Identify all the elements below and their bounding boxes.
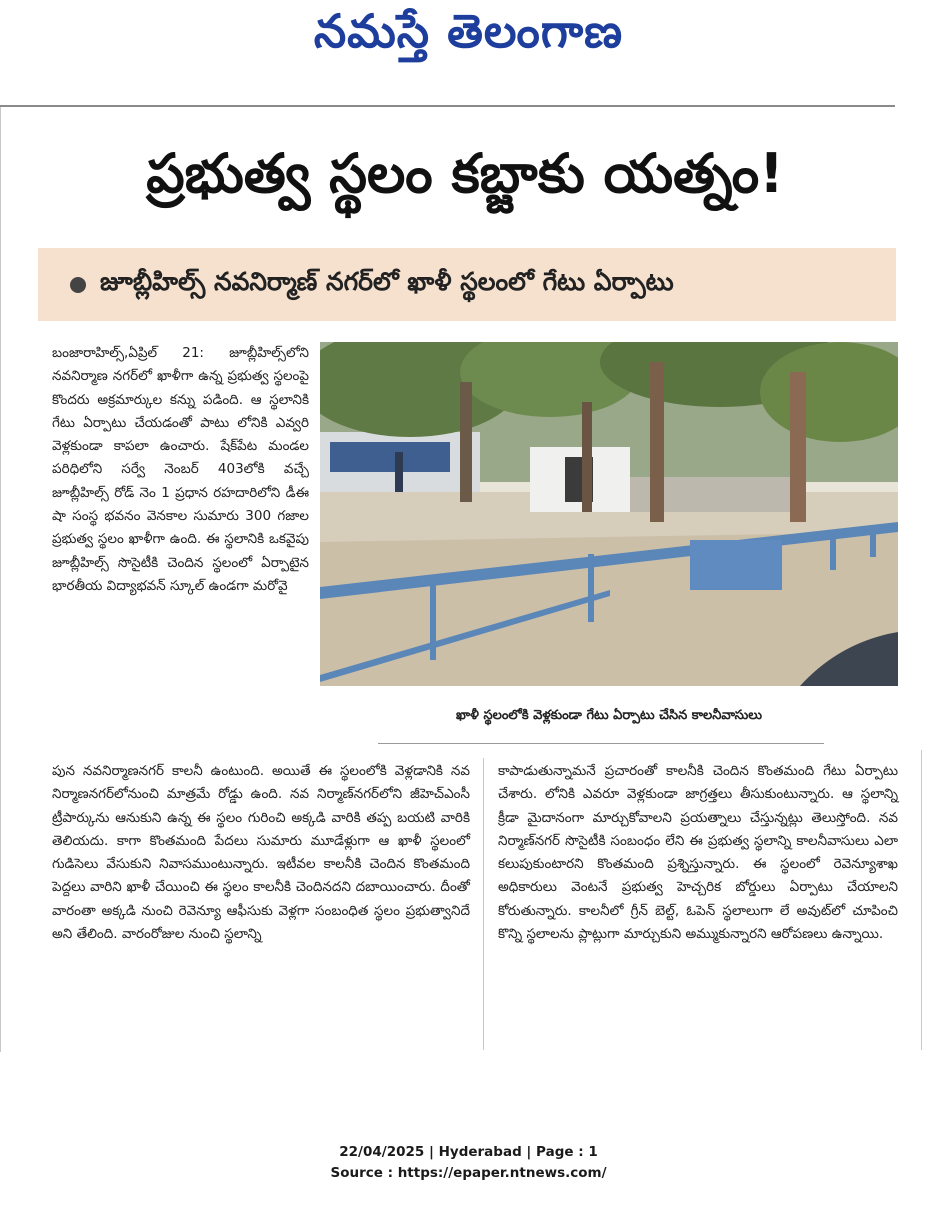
footer-date-line: 22/04/2025 | Hyderabad | Page : 1 [339,1144,598,1160]
masthead [0,0,937,80]
bullet-icon [70,277,86,293]
article-column-b: పున నవనిర్మాణనగర్ కాలనీ ఉంటుంది. అయితే ఈ స్థలంలోకి వెళ్లడానికి నవ నిర్మాణనగర్‌లోనుంచి మాత్రమే రోడ్డు ఉంది. నవ నిర్మాణ్‌నగర్‌లోని జీహెచ్‌ఎంసీ ట్రీపార్కును ఆనుకుని ఉన్న ఈ స్థలం గురించి అక్కడి వారికి తప్ప బయటి వారికి తెలియదు. కాగా కొంతమంది పేదలు సుమారు మూడేళ్లుగా ఆ ఖాళీ స్థలంలో గుడిసెలు వేసుకుని నివాసముంటున్నారు. ఇటీవల కాలనీకి చెందిన కొంతమంది పెద్దలు వారిని ఖాళీ చేయించి ఈ స్థలం కాలనీకి చెందినదని దబాయించారు. దీంతో వారంతా అక్కడి నుంచి రెవెన్యూ ఆఫీసుకు వెళ్లగా సంబంధిత స్థలం ప్రభుత్వానిదే అని తేలింది. వారంరోజుల నుంచి స్థలాన్ని [52,763,470,943]
article-column-a: బంజారాహిల్స్,ఏప్రిల్ 21: జూబ్లీహిల్స్‌లోని నవనిర్మాణ నగర్‌లో ఖాళీగా ఉన్న ప్రభుత్వ స్థలంపై కొందరు అక్రమార్కుల కన్ను పడింది. ఆ స్థలానికి గేటు ఏర్పాటు చేయడంతో పాటు లోనికి ఎవ్వరి వెళ్లకుండా కాపలా ఉంచారు. షేక్‌పేట మండల పరిధిలోని సర్వే నెంబర్ 403లోకి వచ్చే జూబ్లీహిల్స్ రోడ్ నెం 1 ప్రధాన రహదారిలోని డీఈ షా సంస్థ భవనం వెనకాల సుమారు 300 గజాల ప్రభుత్వ స్థలం ఖాళీగా ఉంది. ఈ స్థలానికి ఒకవైపు జూబ్లీహిల్స్ సొసైటీకి చెందిన స్థలంలో ఏర్పాటైన భారతీయ విద్యాభవన్ స్కూల్ ఉండగా మరోవై [52,345,309,594]
article-frame-left [0,107,1,1052]
photo-gate-illustration [320,342,898,686]
article-subhead [38,248,896,321]
article-headline: ప్రభుత్వ స్థలం కబ్జాకు యత్నం! [146,142,784,205]
photo-caption: ఖాళీ స్థలంలోకి వెళ్లకుండా గేటు ఏర్పాటు చేసిన కాలనీవాసులు [456,708,762,723]
footer-source-line: Source : https://epaper.ntnews.com/ [330,1165,607,1181]
masthead-logo: నమస్తే తెలంగాణ [313,4,624,58]
subhead-text: జూబ్లీహిల్స్ నవనిర్మాణ్ నగర్‌లో ఖాళీ స్థలంలో గేటు ఏర్పాటు [100,266,674,296]
masthead-divider [0,105,895,107]
page-footer [0,1142,937,1184]
column-divider [483,758,484,1050]
article-photo [320,342,898,686]
article-frame-right [921,750,922,1050]
article-column-c: కాపాడుతున్నామనే ప్రచారంతో కాలనీకి చెందిన కొంతమంది గేటు ఏర్పాటు చేశారు. లోనికి ఎవరూ వెళ్లకుండా జాగ్రత్తలు తీసుకుంటున్నారు. ఆ స్థలాన్ని క్రీడా మైదానంగా మార్చుకోవాలని ప్రయత్నాలు చేస్తున్నట్లు తెలుస్తోంది. నవ నిర్మాణ్‌నగర్ సొసైటీకి సంబంధం లేని ఈ ప్రభుత్వ స్థలాన్ని కాలనీవాసులు ఎలా కలుపుకుంటారని కొంతమంది ప్రశ్నిస్తున్నారు. ఈ స్థలంలో రెవెన్యూశాఖ అధికారులు వెంటనే ప్రభుత్వ హెచ్చరిక బోర్డులు ఏర్పాటు చేయాలని కోరుతున్నారు. కాలనీలో గ్రీన్ బెల్ట్, ఓపెన్ స్థలాలుగా లే అవుట్‌లో చూపించి కొన్ని స్థలాలను ప్లాట్లుగా మార్చుకుని అమ్ముకున్నారని ఆరోపణలు ఉన్నాయి. [498,763,898,943]
caption-divider [378,743,824,744]
